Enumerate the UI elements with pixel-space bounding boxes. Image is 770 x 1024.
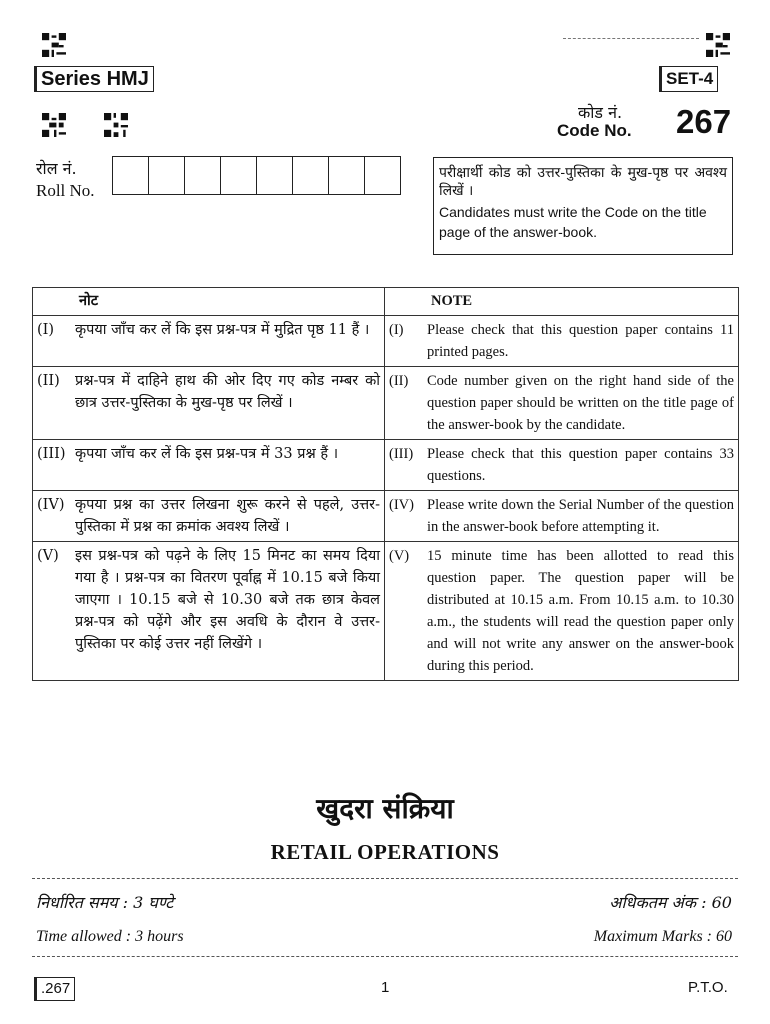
notes-heading: NOTE (431, 293, 473, 309)
max-marks-hindi: अधिकतम अंक : 60 (609, 893, 732, 912)
footer-code: .267 (34, 977, 75, 1001)
item-number: (V) (389, 548, 410, 564)
item-number: (III) (37, 446, 66, 462)
qr-code-icon (706, 33, 730, 57)
qr-code-icon (42, 33, 66, 57)
divider (32, 956, 738, 957)
item-number: (IV) (37, 497, 65, 513)
table-row (33, 316, 739, 367)
roll-number-box[interactable] (149, 157, 185, 194)
item-number: (II) (389, 373, 409, 389)
code-label-hindi: कोड नं. (578, 103, 623, 122)
item-number: (II) (37, 373, 60, 389)
table-row (33, 491, 739, 542)
item-text-hindi: कृपया जाँच कर लें कि इस प्रश्न-पत्र में 33 प्रश्न हैं । (75, 446, 339, 462)
table-header-row (33, 288, 739, 316)
time-allowed: Time allowed : 3 hours (36, 928, 184, 945)
notice-hindi: परीक्षार्थी कोड को उत्तर-पुस्तिका के मुख-पृष्ठ पर अवश्य लिखें । (439, 165, 727, 199)
item-text-hindi: प्रश्न-पत्र में दाहिने हाथ की ओर दिए गए कोड नम्बर को छात्र उत्तर-पुस्तिका के मुख-पृष्ठ पर लिखें । (75, 373, 380, 411)
roll-number-box[interactable] (257, 157, 293, 194)
divider (32, 878, 738, 879)
roll-number-box[interactable] (329, 157, 365, 194)
dashed-line (563, 38, 699, 39)
item-text: Code number given on the right hand side of the question paper should be written on the title page of the answer-book by the candidate. (427, 373, 734, 433)
item-text: Please write down the Serial Number of the question in the answer-book before attempting it. (427, 497, 734, 535)
item-number: (IV) (389, 497, 414, 513)
qr-code-icon (104, 113, 128, 137)
max-marks: Maximum Marks : 60 (593, 928, 732, 945)
roll-number-boxes[interactable] (112, 156, 401, 195)
code-number: 267 (676, 103, 732, 140)
roll-number-box[interactable] (365, 157, 400, 194)
notice-english: Candidates must write the Code on the title page of the answer-book. (439, 204, 707, 240)
roll-number-box[interactable] (293, 157, 329, 194)
item-number: (I) (37, 322, 55, 338)
table-row (33, 367, 739, 440)
item-number: (V) (37, 548, 59, 564)
item-text: Please check that this question paper contains 11 printed pages. (427, 322, 734, 360)
qr-code-icon (42, 113, 66, 137)
series-label: Series HMJ (34, 66, 154, 92)
page-number: 1 (381, 979, 390, 996)
roll-label: Roll No. (36, 181, 95, 200)
roll-number-box[interactable] (113, 157, 149, 194)
table-row (33, 542, 739, 681)
roll-number-box[interactable] (221, 157, 257, 194)
item-text-hindi: इस प्रश्न-पत्र को पढ़ने के लिए 15 मिनट का समय दिया गया है । प्रश्न-पत्र का वितरण पूर्वाह्न में 10.15 बजे किया जाएगा । 10.15 बजे से 10.30 बजे तक छात्र केवल प्रश्न-पत्र को पढ़ेंगे और इस अवधि के दौरान वे उत्तर-पुस्तिका पर कोई उत्तर नहीं लिखेंगे । (75, 548, 380, 652)
table-row (33, 440, 739, 491)
item-text: Please check that this question paper contains 33 questions. (427, 446, 734, 484)
notes-heading-hindi: नोट (79, 292, 99, 309)
code-label: Code No. (557, 121, 632, 140)
subject-title-hindi: खुदरा संक्रिया (316, 792, 454, 825)
time-allowed-hindi: निर्धारित समय : 3 घण्टे (36, 893, 174, 912)
item-number: (I) (389, 322, 404, 338)
roll-number-box[interactable] (185, 157, 221, 194)
item-number: (III) (389, 446, 414, 462)
notes-table (32, 287, 739, 681)
candidate-notice-box (433, 157, 733, 255)
set-label: SET-4 (659, 66, 718, 92)
item-text-hindi: कृपया जाँच कर लें कि इस प्रश्न-पत्र में मुद्रित पृष्ठ 11 हैं । (75, 322, 370, 338)
roll-label-hindi: रोल नं. (36, 159, 77, 178)
item-text: 15 minute time has been allotted to read this question paper. The question paper will be distributed at 10.15 a.m. From 10.15 a.m. to 10.30 a.m., the students will read the question paper only and will not write any answer on the answer-book during this period. (427, 548, 734, 674)
subject-title: RETAIL OPERATIONS (270, 840, 500, 864)
pto-label: P.T.O. (688, 979, 728, 996)
item-text-hindi: कृपया प्रश्न का उत्तर लिखना शुरू करने से पहले, उत्तर-पुस्तिका में प्रश्न का क्रमांक अवश्य लिखें । (75, 497, 380, 535)
